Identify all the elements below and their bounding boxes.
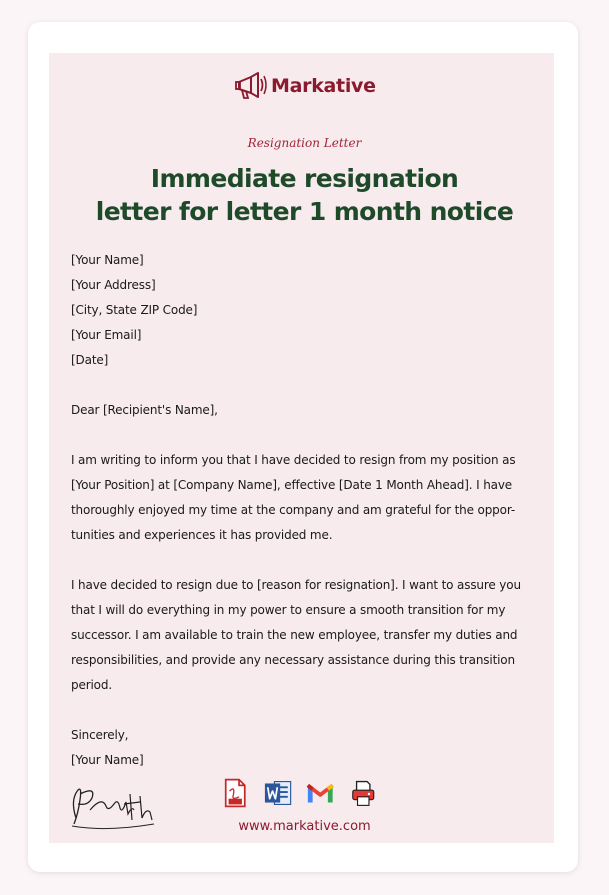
sender-address: [Your Address] [71,278,156,292]
sender-city: [City, State ZIP Code] [71,303,198,317]
gmail-icon[interactable] [305,777,336,809]
megaphone-icon [233,69,269,103]
paragraph-line: thoroughly enjoyed my time at the company and am grateful for the oppor- [71,503,516,517]
closing: Sincerely, [71,728,129,742]
letter-body [71,248,541,773]
pdf-icon[interactable] [220,777,251,809]
title-line: Immediate resignation [150,164,459,193]
signoff-name: [Your Name] [71,753,144,767]
website-link[interactable]: www.markative.com [238,819,371,834]
sender-name: [Your Name] [71,253,144,267]
brand-logo [233,66,378,106]
word-icon[interactable] [263,777,294,809]
paragraph-line: [Your Position] at [Company Name], effective [Date 1 Month Ahead]. I have [71,478,513,492]
sender-email: [Your Email] [71,328,142,342]
paragraph-line: tunities and experiences it has provided me. [71,528,333,542]
paragraph-line: that I will do everything in my power to ensure a smooth transition for my [71,603,506,617]
download-icons [220,776,390,810]
brand-name: Markative [271,75,376,97]
page-title [60,162,549,228]
title-line: letter for letter 1 month notice [95,197,514,226]
paragraph-line: I have decided to resign due to [reason for resignation]. I want to assure you [71,578,521,592]
salutation: Dear [Recipient's Name], [71,403,218,417]
document-subtitle: Resignation Letter [247,136,362,150]
paragraph-line: I am writing to inform you that I have decided to resign from my position as [71,453,516,467]
print-icon[interactable] [348,777,379,809]
paragraph-line: responsibilities, and provide any necessary assistance during this transition [71,653,515,667]
sender-date: [Date] [71,353,109,367]
paragraph-line: period. [71,678,112,692]
paragraph-line: successor. I am available to train the new employee, transfer my duties and [71,628,518,642]
